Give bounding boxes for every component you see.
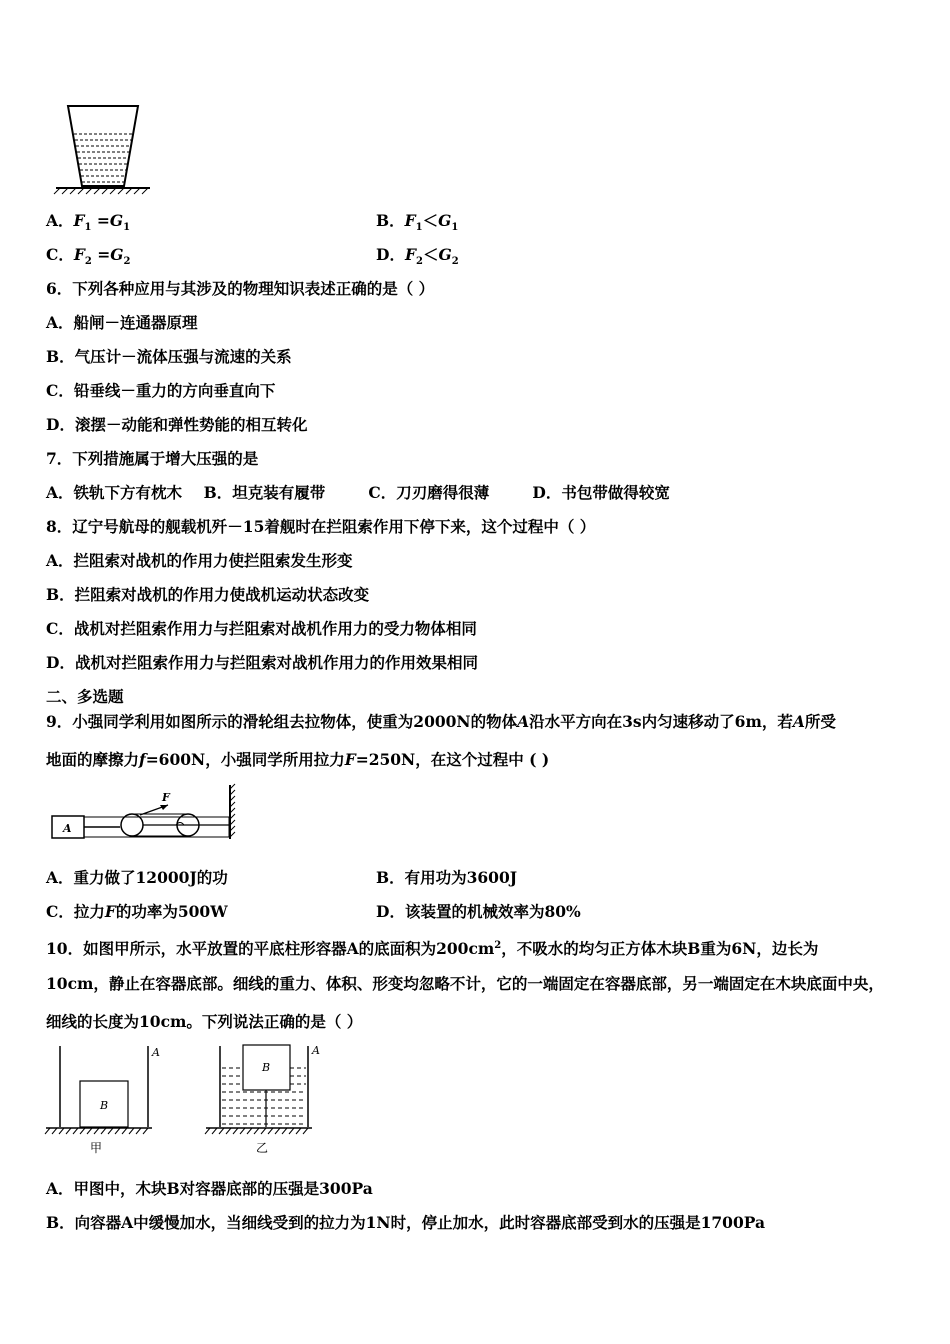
- q9-option-b[interactable]: B．有用功为3600J: [376, 868, 518, 887]
- q8-option-c[interactable]: C．战机对拦阻索作用力与拦阻索对战机作用力的受力物体相同: [46, 619, 477, 638]
- q10-stem-line2: 10cm，静止在容器底部。细线的重力、体积、形变均忽略不计，它的一端固定在容器底部，另一端固定在木块底面中央，: [46, 974, 884, 993]
- q9-option-c[interactable]: C．拉力F的功率为500W: [46, 902, 228, 921]
- figure-caption-jia: 甲: [90, 1141, 103, 1155]
- block-b-label: B: [262, 1061, 271, 1074]
- container-figure-jia: [40, 1040, 170, 1158]
- q6-stem: 6．下列各种应用与其涉及的物理知识表述正确的是（ ）: [46, 279, 435, 298]
- q5-option-a[interactable]: A．$F_1 =G_1$: [46, 211, 131, 234]
- q6-option-a[interactable]: A．船闸－连通器原理: [46, 313, 198, 332]
- force-f-label: F: [162, 791, 170, 804]
- container-a-label: A: [152, 1046, 160, 1059]
- q9-stem-line1: 9．小强同学利用如图所示的滑轮组去拉物体，使重为2000N的物体A沿水平方向在3s内匀速移动了6m，若A所受: [46, 712, 836, 731]
- q8-option-d[interactable]: D．战机对拦阻索作用力与拦阻索对战机作用力的作用效果相同: [46, 653, 478, 672]
- q9-option-a[interactable]: A．重力做了12000J的功: [46, 868, 228, 887]
- q9-option-d[interactable]: D．该装置的机械效率为80%: [376, 902, 581, 921]
- q8-option-b[interactable]: B．拦阻索对战机的作用力使战机运动状态改变: [46, 585, 370, 604]
- q6-option-d[interactable]: D．滚摆－动能和弹性势能的相互转化: [46, 415, 308, 434]
- q10-stem-line1: 10．如图甲所示，水平放置的平底柱形容器A的底面积为$200cm^2$，不吸水的均匀正方体木块B重为6N，边长为: [46, 939, 819, 959]
- q10-option-a[interactable]: A．甲图中，木块B对容器底部的压强是300Pa: [46, 1179, 373, 1198]
- q7-stem: 7．下列措施属于增大压强的是: [46, 449, 259, 468]
- q5-option-c[interactable]: C．$F_2 =G_2$: [46, 245, 131, 268]
- q8-stem: 8．辽宁号航母的舰载机歼－15着舰时在拦阻索作用下停下来，这个过程中（ ）: [46, 517, 596, 536]
- q8-option-a[interactable]: A．拦阻索对战机的作用力使拦阻索发生形变: [46, 551, 353, 570]
- q5-option-d[interactable]: D．$F_2<G_2$: [376, 245, 459, 268]
- q9-stem-line2: 地面的摩擦力f=600N，小强同学所用拉力F=250N，在这个过程中 ( ): [46, 750, 550, 769]
- section-heading: 二、多选题: [46, 687, 124, 706]
- pulley-figure: [48, 783, 238, 843]
- block-b-label: B: [100, 1099, 109, 1112]
- cup-figure: [50, 100, 160, 198]
- q7-options[interactable]: A．铁轨下方有枕木 B．坦克装有履带 C．刀刃磨得很薄 D．书包带做得较宽: [46, 483, 670, 502]
- container-figure-yi: [200, 1040, 330, 1158]
- q5-option-b[interactable]: B．$F_1<G_1$: [376, 211, 459, 234]
- container-a-label: A: [312, 1044, 320, 1057]
- q10-option-b[interactable]: B．向容器A中缓慢加水，当细线受到的拉力为1N时，停止加水，此时容器底部受到水的压强是1700Pa: [46, 1213, 766, 1232]
- q6-option-b[interactable]: B．气压计－流体压强与流速的关系: [46, 347, 292, 366]
- block-a-label: A: [63, 822, 72, 835]
- q6-option-c[interactable]: C．铅垂线－重力的方向垂直向下: [46, 381, 276, 400]
- q10-stem-line3: 细线的长度为10cm。下列说法正确的是（ ）: [46, 1012, 363, 1031]
- figure-caption-yi: 乙: [256, 1141, 269, 1155]
